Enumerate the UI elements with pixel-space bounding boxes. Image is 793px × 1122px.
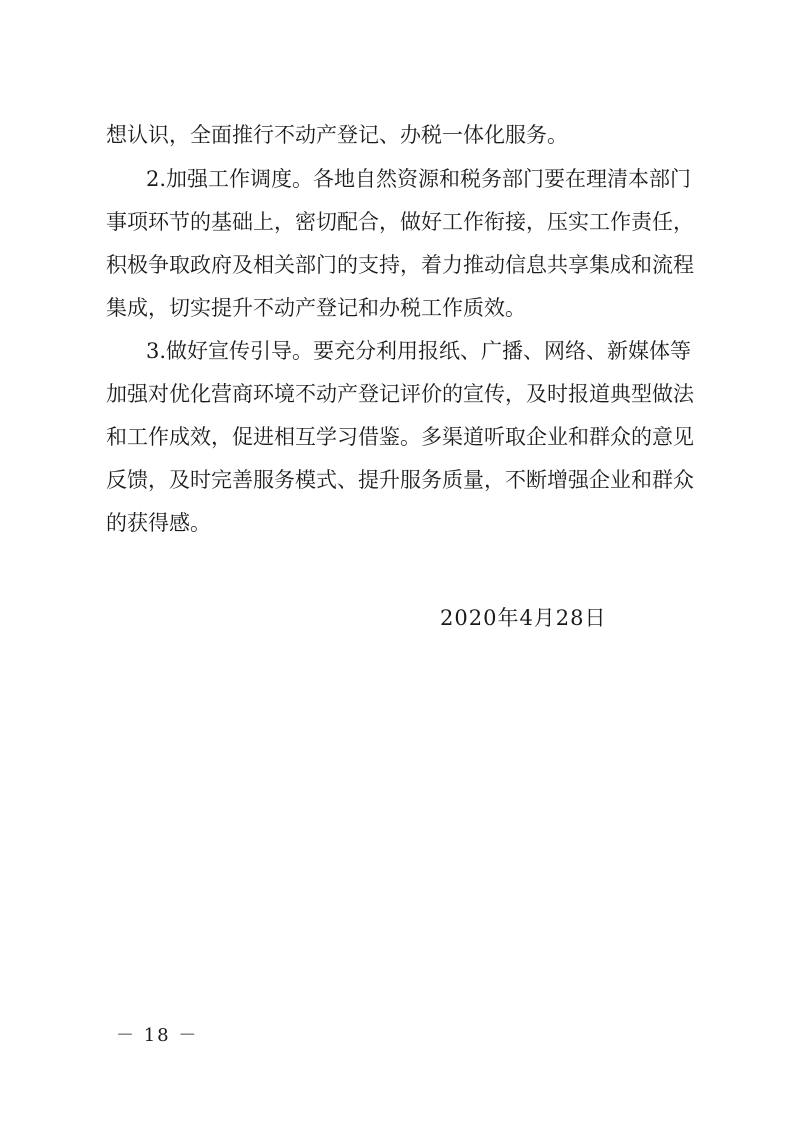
page-number: － 18 － bbox=[116, 1025, 199, 1046]
text-line: 的获得感。 bbox=[106, 511, 211, 535]
text-line: 事项环节的基础上，密切配合，做好工作衔接，压实工作责任， bbox=[106, 210, 694, 234]
text-line: 反馈，及时完善服务模式、提升服务质量，不断增强企业和群众 bbox=[106, 468, 694, 492]
text-line: 2.加强工作调度。各地自然资源和税务部门要在理清本部门 bbox=[146, 167, 692, 191]
text-line: 3.做好宣传引导。要充分利用报纸、广播、网络、新媒体等 bbox=[146, 339, 692, 363]
text-line: 加强对优化营商环境不动产登记评价的宣传，及时报道典型做法 bbox=[106, 382, 694, 406]
document-date: 2020年4月28日 bbox=[440, 606, 607, 630]
text-line: 想认识，全面推行不动产登记、办税一体化服务。 bbox=[106, 123, 568, 147]
text-line: 集成，切实提升不动产登记和办税工作质效。 bbox=[106, 296, 526, 320]
text-line: 积极争取政府及相关部门的支持，着力推动信息共享集成和流程 bbox=[106, 253, 694, 277]
text-line: 和工作成效，促进相互学习借鉴。多渠道听取企业和群众的意见 bbox=[106, 425, 694, 449]
